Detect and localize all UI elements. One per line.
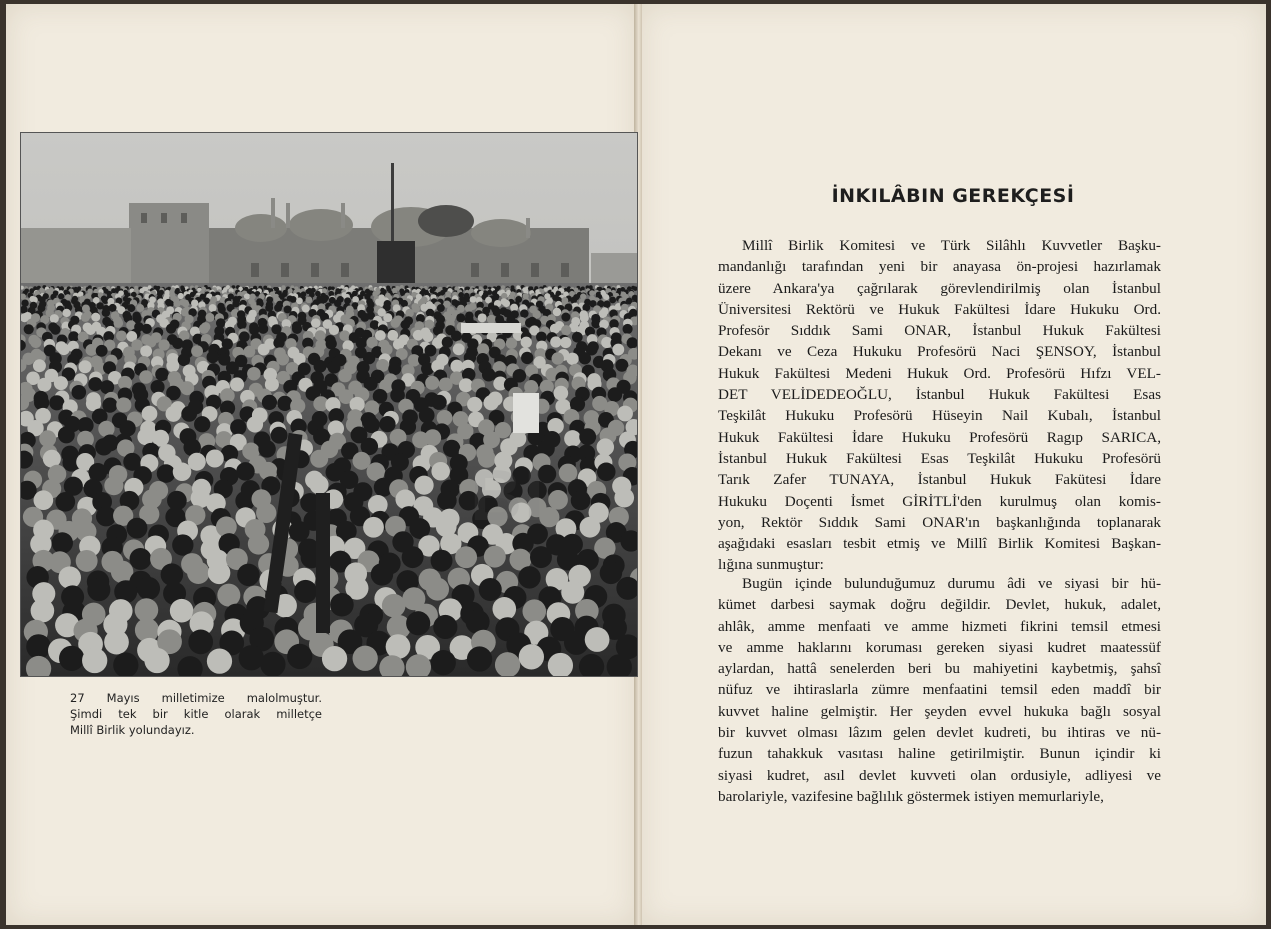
chapter-title: İNKILÂBIN GEREKÇESİ <box>831 185 1075 207</box>
text-line: aşağıdaki esasları tesbit etmiş ve Millî Birlik Komitesi Başkan- <box>718 535 1161 553</box>
text-line: nüfuz ve ihtiraslarla zümre menfaatini temsil eden maddî bir <box>718 681 1161 699</box>
text-line: Teşkilât Hukuku Profesörü Hüseyin Nail Kubalı, İstanbul <box>718 407 1161 425</box>
paragraph-2 <box>718 573 1161 807</box>
photo-caption <box>70 690 322 738</box>
text-line: mandanlığı tarafından yeni bir anayasa ön-projesi hazırlamak <box>718 258 1161 276</box>
caption-line: Şimdi tek bir kitle olarak milletçe <box>70 707 322 721</box>
text-line: barolariyle, vazifesine bağlılık göstermek istiyen memurlariyle, <box>718 787 1104 805</box>
text-line: lığına sunmuştur: <box>718 556 824 574</box>
text-line: Profesör Sıddık Sami ONAR, İstanbul Hukuk Fakültesi <box>718 322 1161 340</box>
text-line: fuzun tahakkuk vasıtası haline getirilmiştir. Bunun içindir ki <box>718 745 1161 763</box>
text-line: üzere Ankara'ya çağrılarak görevlendirilmiş olan İstanbul <box>718 279 1161 297</box>
text-line: Millî Birlik Komitesi ve Türk Silâhlı Kuvvetler Başku- <box>742 237 1161 254</box>
flag <box>377 241 415 286</box>
paragraph-1 <box>718 235 1161 576</box>
tree <box>418 205 474 237</box>
text-line: Dekanı ve Ceza Hukuku Profesörü Naci ŞENSOY, İstanbul <box>718 343 1161 361</box>
text-line: ahlâk, amme menfaati ve amme hizmeti fikrini temsil etmesi <box>718 617 1161 635</box>
text-line: DET VELİDEDEOĞLU, İstanbul Hukuk Fakültesi Esas <box>718 386 1161 404</box>
text-line: bir kuvvet olması lâzım gelen devlet kudreti, bu ihtiras ve nü- <box>718 724 1161 742</box>
watermark: BI <box>470 456 546 536</box>
text-line: Hukuk Fakültesi Medeni Hukuk Ord. Profesörü Hıfzı VEL- <box>718 364 1161 382</box>
text-line: Hukuku Doçenti İsmet GİRİTLİ'den kurulmuş olan komis- <box>718 492 1161 510</box>
crowd-photo-image <box>21 133 637 676</box>
text-line: kuvvet haline gelmiştir. Her şeyden evvel hukuka bağlı sosyal <box>718 702 1161 720</box>
text-line: Üniversitesi Rektörü ve Hukuk Fakültesi İdare Hukuku Ord. <box>718 300 1161 318</box>
text-line: ve amme haklarını koruması gereken siyasi kudret maatessüf <box>718 638 1161 656</box>
text-line: Tarık Zafer TUNAYA, İstanbul Hukuk Fakütesi İdare <box>718 471 1161 489</box>
text-line: İstanbul Hukuk Fakültesi Esas Teşkilât Hukuku Profesörü <box>718 449 1161 467</box>
text-line: aylardan, hattâ senelerden beri bu mahiyetini kaybetmiş, şahsî <box>718 660 1161 678</box>
caption-line: 27 Mayıs milletimize malolmuştur. <box>70 691 322 705</box>
caption-line: Millî Birlik yolundayız. <box>70 723 195 737</box>
text-line: kümet darbesi saymak doğru değildir. Devlet, hukuk, adalet, <box>718 596 1161 614</box>
text-line: siyasi kudret, asıl devlet kuvveti olan ordusiyle, adliyesi ve <box>718 766 1161 784</box>
crowd-photo <box>20 132 638 677</box>
text-line: Hukuk Fakültesi İdare Hukuku Profesörü Ragıp SARICA, <box>718 428 1161 446</box>
text-line: yon, Rektör Sıddık Sami ONAR'ın başkanlığında toplanarak <box>718 513 1161 531</box>
text-line: Bugün içinde bulunduğumuz durumu âdi ve siyasi bir hü- <box>742 575 1161 592</box>
